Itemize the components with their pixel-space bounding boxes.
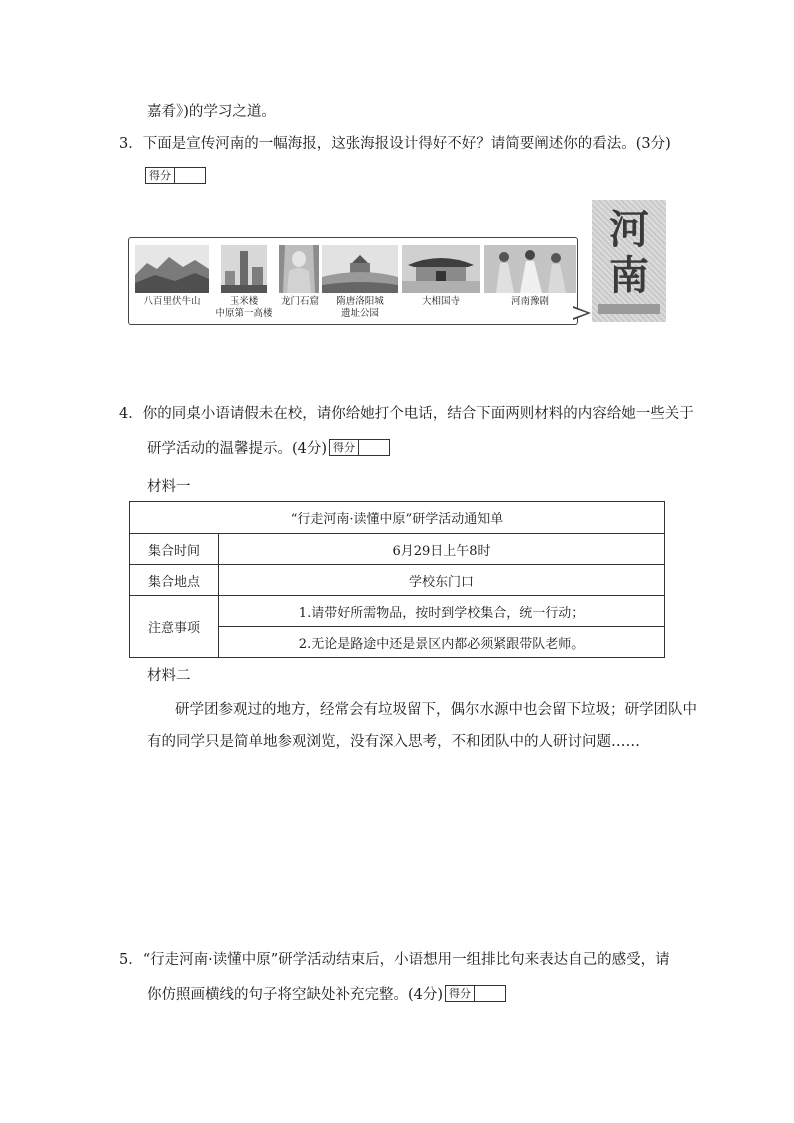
material-2-label: 材料二 [147, 668, 191, 684]
poster-image-longmen-grottoes [279, 245, 319, 293]
caption-corn-tower-sub: 中原第一高楼 [215, 308, 273, 319]
q4-score-box[interactable] [329, 439, 390, 456]
material-2-line-2: 有的同学只是简单地参观浏览，没有深入思考，不和团队中的人研讨问题…… [147, 734, 640, 750]
score-label: 得分 [146, 168, 175, 183]
notice-head-place: 集合地点 [130, 565, 219, 596]
poster-title-char-nan: 南 [609, 253, 649, 299]
notice-head-time: 集合时间 [130, 534, 219, 565]
poster-title-landscape [598, 304, 660, 314]
material-2-line-1: 研学团参观过的地方，经常会有垃圾留下，偶尔水源中也会留下垃圾；研学团队中 [175, 702, 697, 718]
poster-speech-tail-inner [573, 308, 587, 318]
poster-title-panel [592, 200, 666, 322]
caption-corn-tower: 玉米楼 [229, 296, 259, 307]
notice-note-1: 1.请带好所需物品，按时到学校集合，统一行动； [219, 596, 665, 627]
caption-luoyang-city-ruins: 隋唐洛阳城 [336, 296, 384, 307]
notice-head-notes: 注意事项 [130, 596, 219, 658]
poster-image-henan-opera [484, 245, 576, 293]
q5-score-box[interactable] [445, 985, 506, 1002]
score-blank[interactable] [475, 986, 505, 1001]
poster-image-luoyang-city-ruins [322, 245, 398, 293]
question-5-line-2 [147, 985, 506, 1005]
score-blank[interactable] [359, 440, 389, 455]
notice-table-title: “行走河南·读懂中原”研学活动通知单 [130, 502, 665, 534]
notice-value-place: 学校东门口 [219, 565, 665, 596]
notice-value-time: 6月29日上午8时 [219, 534, 665, 565]
poster-image-funiu-mountain [135, 245, 209, 293]
caption-funiu-mountain: 八百里伏牛山 [143, 296, 201, 307]
activity-notice-table [129, 501, 665, 658]
question-3-text: 3．下面是宣传河南的一幅海报，这张海报设计得好不好？请简要阐述你的看法。(3分) [119, 136, 671, 152]
poster-image-corn-tower [221, 245, 267, 293]
question-4-line-2 [147, 439, 390, 459]
material-1-label: 材料一 [147, 479, 191, 495]
score-label: 得分 [330, 440, 359, 455]
continued-text-line: 嘉肴》)的学习之道。 [147, 104, 276, 120]
score-blank[interactable] [175, 168, 205, 183]
question-4-line-2-text: 研学活动的温馨提示。(4分) [147, 441, 328, 457]
q3-score-box[interactable] [145, 167, 206, 184]
score-label: 得分 [446, 986, 475, 1001]
poster-image-xiangguo-temple [402, 245, 480, 293]
caption-henan-opera: 河南豫剧 [510, 296, 549, 307]
caption-xiangguo-temple: 大相国寺 [421, 296, 460, 307]
notice-note-2: 2.无论是路途中还是景区内都必须紧跟带队老师。 [219, 627, 665, 658]
question-4-line-1: 4．你的同桌小语请假未在校，请你给她打个电话，结合下面两则材料的内容给她一些关于 [119, 406, 694, 422]
caption-luoyang-city-ruins-sub: 遗址公园 [340, 308, 379, 319]
poster-title-char-he: 河 [609, 207, 649, 253]
question-5-line-1: 5．“行走河南·读懂中原”研学活动结束后，小语想用一组排比句来表达自己的感受，请 [119, 952, 670, 968]
caption-longmen-grottoes: 龙门石窟 [280, 296, 319, 307]
question-5-line-2-text: 你仿照画横线的句子将空缺处补充完整。(4分) [147, 987, 444, 1003]
